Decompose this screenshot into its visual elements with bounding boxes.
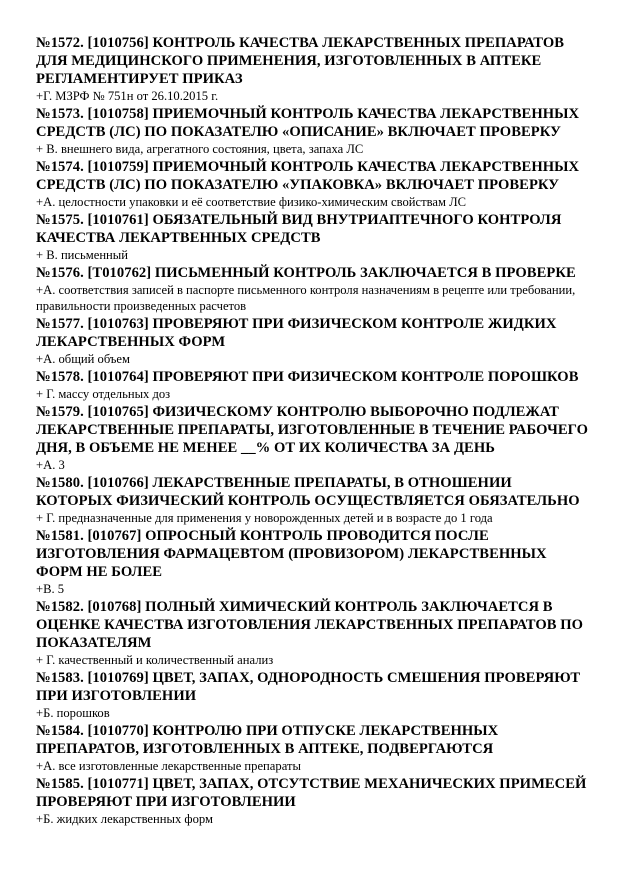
test-item (36, 403, 592, 473)
question-text: №1572. [1010756] КОНТРОЛЬ КАЧЕСТВА ЛЕКАРСТВЕННЫХ ПРЕПАРАТОВ ДЛЯ МЕДИЦИНСКОГО ПРИМЕНЕНИЯ, ИЗГОТОВЛЕННЫХ В АПТЕКЕ РЕГЛАМЕНТИРУЕТ ПРИКАЗ (36, 35, 565, 87)
test-item (36, 527, 592, 597)
test-item (36, 264, 592, 314)
question-text: №1575. [1010761] ОБЯЗАТЕЛЬНЫЙ ВИД ВНУТРИАПТЕЧНОГО КОНТРОЛЯ КАЧЕСТВА ЛЕКАРТВЕННЫХ СРЕДСТВ (36, 212, 562, 246)
answer-text: + Г. массу отдельных доз (36, 387, 171, 401)
test-item (36, 34, 592, 104)
question-text: №1580. [1010766] ЛЕКАРСТВЕННЫЕ ПРЕПАРАТЫ, В ОТНОШЕНИИ КОТОРЫХ ФИЗИЧЕСКИЙ КОНТРОЛЬ ОСУЩЕСТВЛЯЕТСЯ ОБЯЗАТЕЛЬНО (36, 475, 580, 509)
question-text: №1578. [1010764] ПРОВЕРЯЮТ ПРИ ФИЗИЧЕСКОМ КОНТРОЛЕ ПОРОШКОВ (36, 369, 579, 385)
test-item (36, 105, 592, 157)
test-item (36, 211, 592, 263)
question-text: №1574. [1010759] ПРИЕМОЧНЫЙ КОНТРОЛЬ КАЧЕСТВА ЛЕКАРСТВЕННЫХ СРЕДСТВ (ЛС) ПО ПОКАЗАТЕЛЮ «УПАКОВКА» ВКЛЮЧАЕТ ПРОВЕРКУ (36, 159, 580, 193)
test-item (36, 158, 592, 210)
test-item (36, 368, 592, 402)
answer-text: +А. соответствия записей в паспорте письменного контроля назначениям в рецепте или требовании, правильности произведенных расчетов (36, 283, 576, 313)
question-text: №1585. [1010771] ЦВЕТ, ЗАПАХ, ОТСУТСТВИЕ МЕХАНИЧЕСКИХ ПРИМЕСЕЙ ПРОВЕРЯЮТ ПРИ ИЗГОТОВЛЕНИИ (36, 776, 587, 810)
test-item (36, 315, 592, 367)
answer-text: +Б. жидких лекарственных форм (36, 812, 213, 826)
question-text: №1576. [T010762] ПИСЬМЕННЫЙ КОНТРОЛЬ ЗАКЛЮЧАЕТСЯ В ПРОВЕРКЕ (36, 265, 576, 281)
answer-text: +А. общий объем (36, 352, 130, 366)
answer-text: + Г. предназначенные для применения у новорожденных детей и в возрасте до 1 года (36, 511, 493, 525)
test-item (36, 598, 592, 668)
question-text: №1582. [010768] ПОЛНЫЙ ХИМИЧЕСКИЙ КОНТРОЛЬ ЗАКЛЮЧАЕТСЯ В ОЦЕНКЕ КАЧЕСТВА ИЗГОТОВЛЕНИЯ ЛЕКАРСТВЕННЫХ ПРЕПАРАТОВ ПО ПОКАЗАТЕЛЯМ (36, 599, 584, 651)
answer-text: + В. внешнего вида, агрегатного состояния, цвета, запаха ЛС (36, 142, 364, 156)
question-text: №1581. [010767] ОПРОСНЫЙ КОНТРОЛЬ ПРОВОДИТСЯ ПОСЛЕ ИЗГОТОВЛЕНИЯ ФАРМАЦЕВТОМ (ПРОВИЗОРОМ) ЛЕКАРСТВЕННЫХ ФОРМ НЕ БОЛЕЕ (36, 528, 547, 580)
answer-text: +А. целостности упаковки и её соответствие физико-химическим свойствам ЛС (36, 195, 467, 209)
test-item (36, 669, 592, 721)
question-text: №1583. [1010769] ЦВЕТ, ЗАПАХ, ОДНОРОДНОСТЬ СМЕШЕНИЯ ПРОВЕРЯЮТ ПРИ ИЗГОТОВЛЕНИИ (36, 670, 581, 704)
answer-text: +А. 3 (36, 458, 65, 472)
question-text: №1579. [1010765] ФИЗИЧЕСКОМУ КОНТРОЛЮ ВЫБОРОЧНО ПОДЛЕЖАТ ЛЕКАРСТВЕННЫЕ ПРЕПАРАТЫ, ИЗГОТОВЛЕННЫЕ В ТЕЧЕНИЕ РАБОЧЕГО ДНЯ, В ОБЪЕМЕ НЕ МЕНЕЕ __% ОТ ИХ КОЛИЧЕСТВА ЗА ДЕНЬ (36, 404, 589, 456)
test-item (36, 474, 592, 526)
question-text: №1584. [1010770] КОНТРОЛЮ ПРИ ОТПУСКЕ ЛЕКАРСТВЕННЫХ ПРЕПАРАТОВ, ИЗГОТОВЛЕННЫХ В АПТЕКЕ, ПОДВЕРГАЮТСЯ (36, 723, 499, 757)
answer-text: +В. 5 (36, 582, 65, 596)
answer-text: +Г. МЗРФ № 751н от 26.10.2015 г. (36, 89, 219, 103)
question-text: №1577. [1010763] ПРОВЕРЯЮТ ПРИ ФИЗИЧЕСКОМ КОНТРОЛЕ ЖИДКИХ ЛЕКАРСТВЕННЫХ ФОРМ (36, 316, 557, 350)
test-item (36, 775, 592, 827)
answer-text: + Г. качественный и количественный анализ (36, 653, 274, 667)
answer-text: +Б. порошков (36, 706, 110, 720)
document-page (36, 34, 592, 828)
test-item (36, 722, 592, 774)
answer-text: + В. письменный (36, 248, 128, 262)
question-text: №1573. [1010758] ПРИЕМОЧНЫЙ КОНТРОЛЬ КАЧЕСТВА ЛЕКАРСТВЕННЫХ СРЕДСТВ (ЛС) ПО ПОКАЗАТЕЛЮ «ОПИСАНИЕ» ВКЛЮЧАЕТ ПРОВЕРКУ (36, 106, 580, 140)
answer-text: +А. все изготовленные лекарственные препараты (36, 759, 301, 773)
